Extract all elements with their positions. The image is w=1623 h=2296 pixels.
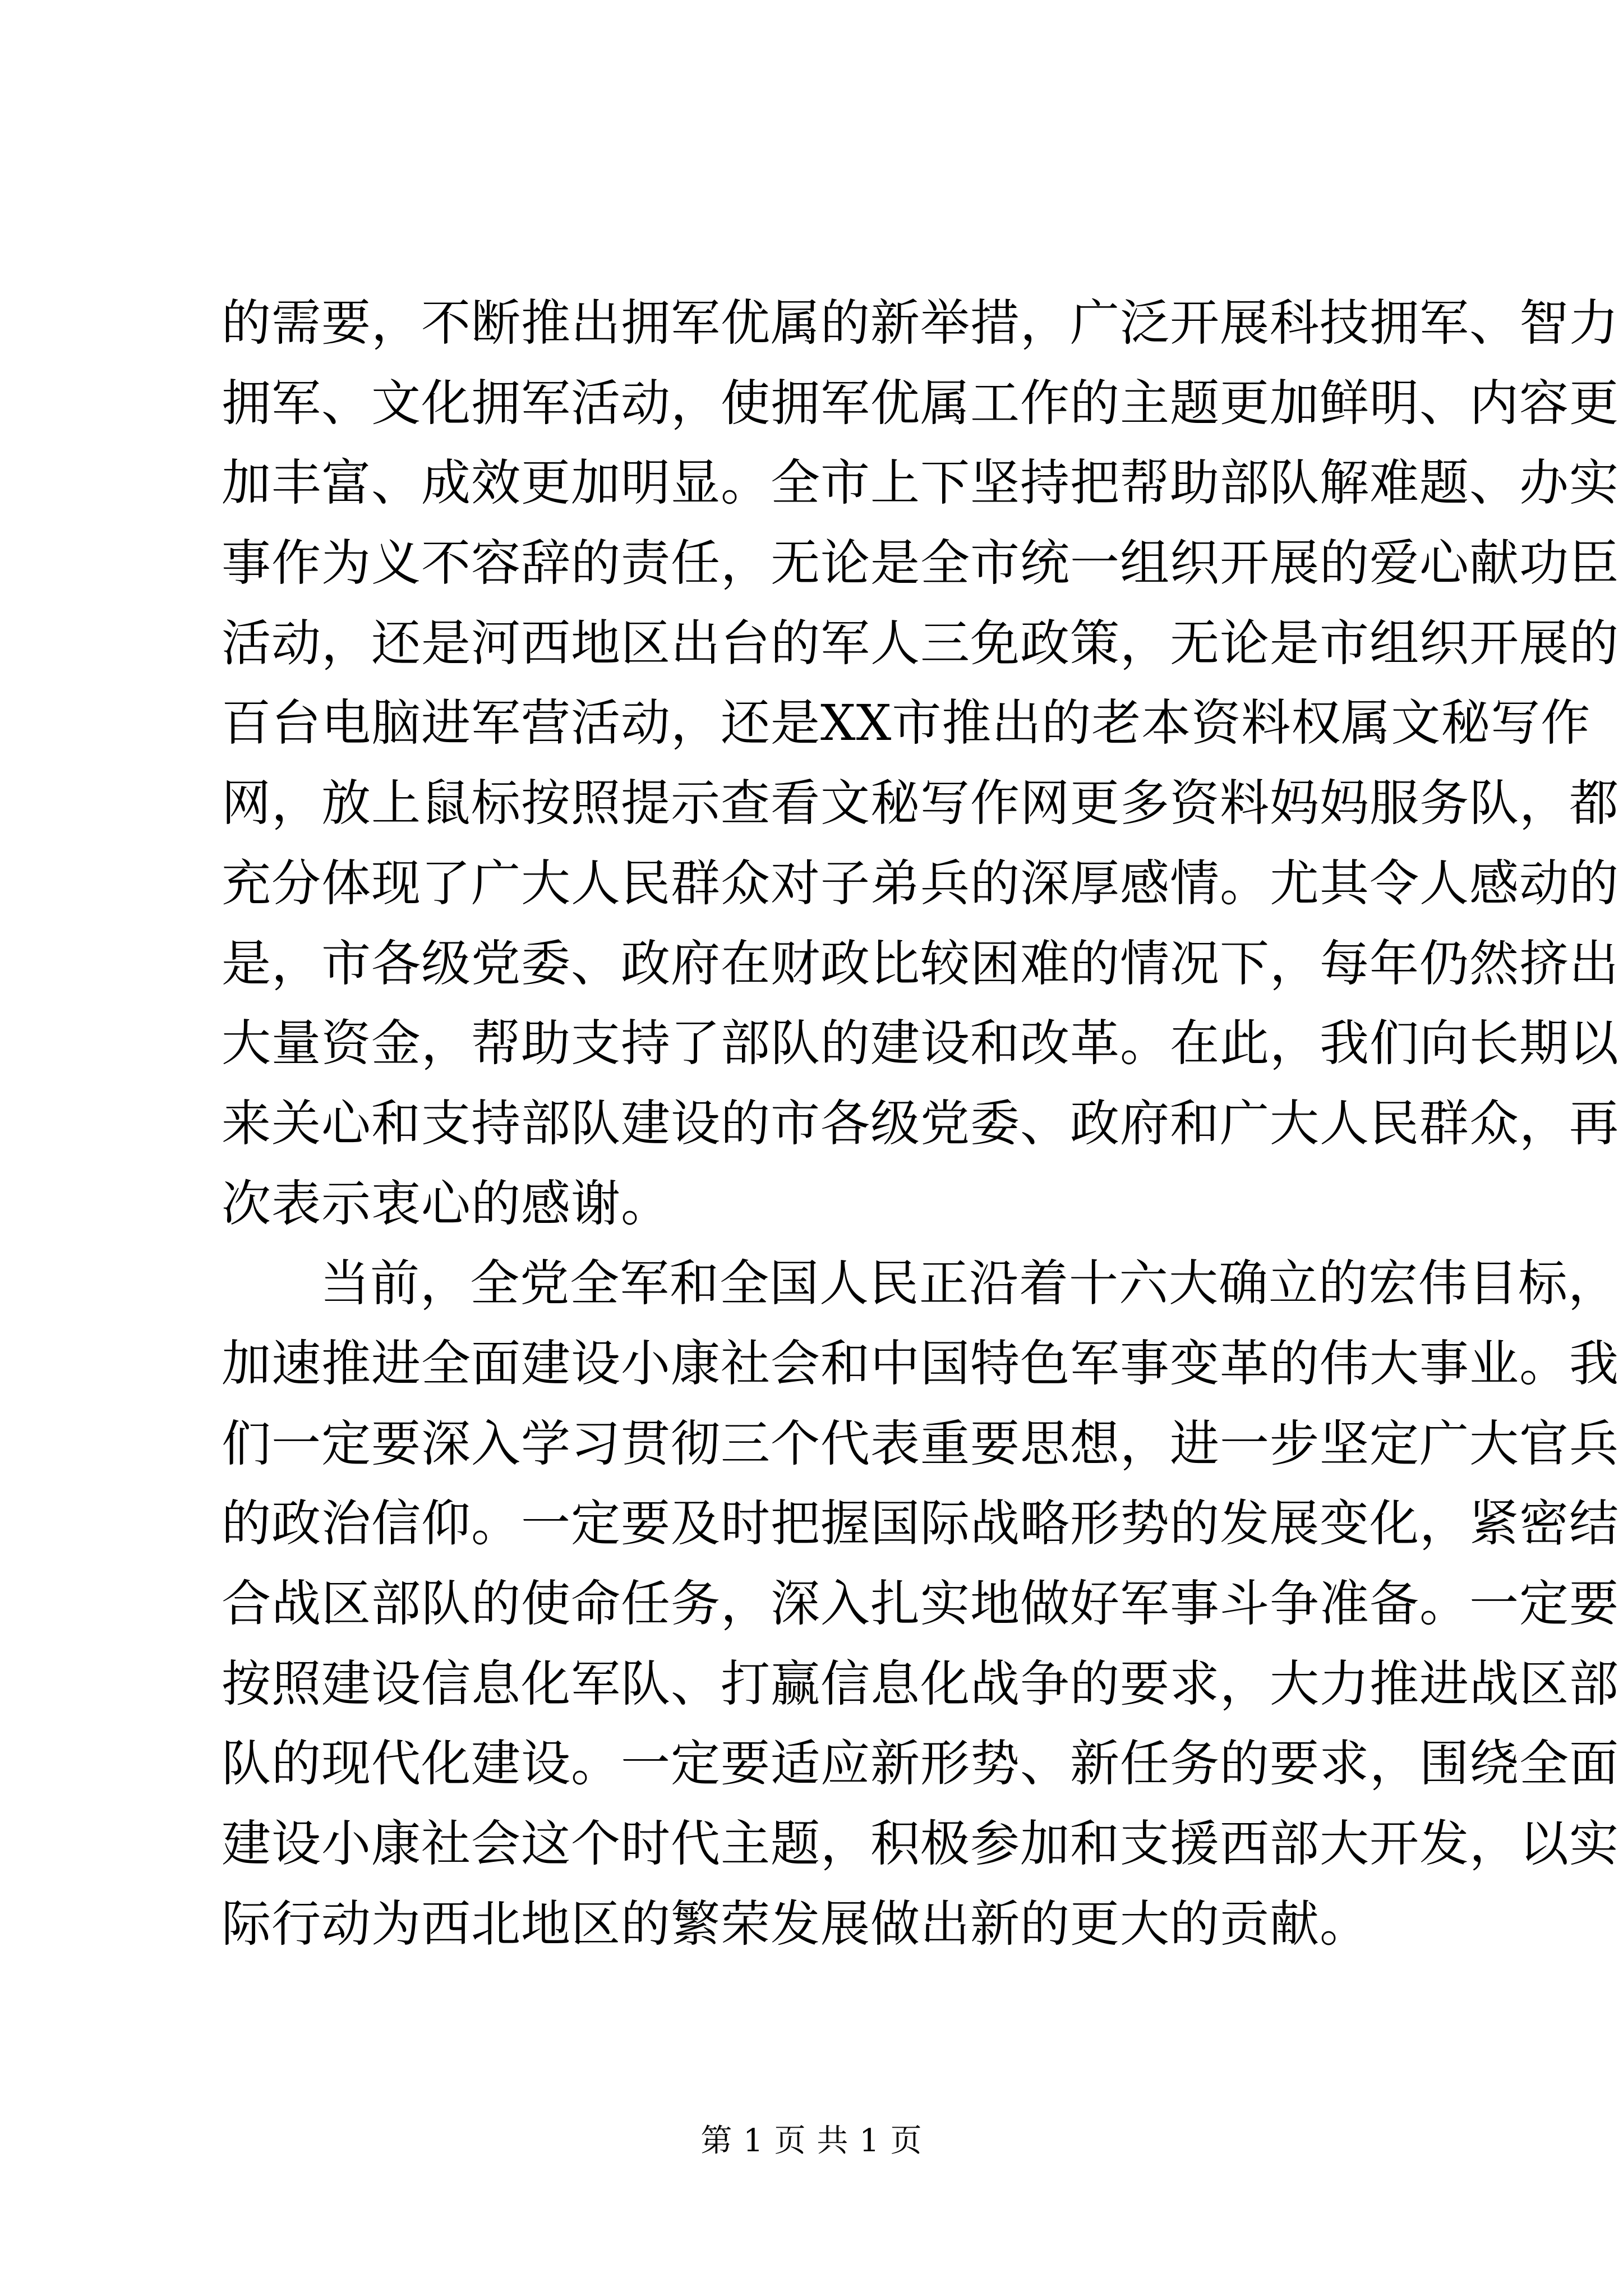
text-line: 大量资金，帮助支持了部队的建设和改革。在此，我们向长期以 bbox=[222, 1014, 1620, 1073]
text-line: 事作为义不容辞的责任，无论是全市统一组织开展的爱心献功臣 bbox=[222, 534, 1620, 592]
text-line: 建设小康社会这个时代主题，积极参加和支援西部大开发，以实 bbox=[222, 1815, 1620, 1873]
text-line: 际行动为西北地区的繁荣发展做出新的更大的贡献。 bbox=[222, 1894, 1370, 1953]
text-line: 活动，还是河西地区出台的军人三免政策，无论是市组织开展的 bbox=[222, 614, 1620, 672]
text-line: 合战区部队的使命任务，深入扎实地做好军事斗争准备。一定要 bbox=[222, 1575, 1620, 1632]
text-line: 们一定要深入学习贯彻三个代表重要思想，进一步坚定广大官兵 bbox=[222, 1414, 1620, 1473]
text-line: 来关心和支持部队建设的市各级党委、政府和广大人民群众，再 bbox=[222, 1094, 1620, 1152]
text-line: 充分体现了广大人民群众对子弟兵的深厚感情。尤其令人感动的 bbox=[222, 854, 1620, 912]
text-line: 队的现代化建设。一定要适应新形势、新任务的要求，围绕全面 bbox=[222, 1734, 1620, 1793]
text-line: 按照建设信息化军队、打赢信息化战争的要求，大力推进战区部 bbox=[222, 1654, 1620, 1713]
text-line: 当前，全党全军和全国人民正沿着十六大确立的宏伟目标， bbox=[320, 1254, 1619, 1313]
text-line: 次表示衷心的感谢。 bbox=[222, 1174, 671, 1232]
body-text bbox=[222, 283, 1620, 1964]
text-line: 拥军、文化拥军活动，使拥军优属工作的主题更加鲜明、内容更 bbox=[222, 374, 1620, 432]
page-footer: 第 1 页 共 1 页 bbox=[700, 2123, 923, 2159]
text-line: 百台电脑进军营活动，还是XX市推出的老本资料权属文秘写作 bbox=[222, 694, 1591, 752]
text-line: 的政治信仰。一定要及时把握国际战略形势的发展变化，紧密结 bbox=[222, 1494, 1620, 1553]
text-line: 的需要，不断推出拥军优属的新举措，广泛开展科技拥军、智力 bbox=[222, 294, 1620, 352]
text-line: 网，放上鼠标按照提示查看文秘写作网更多资料妈妈服务队，都 bbox=[222, 774, 1620, 832]
text-line: 加丰富、成效更加明显。全市上下坚持把帮助部队解难题、办实 bbox=[222, 454, 1620, 512]
text-line: 是，市各级党委、政府在财政比较困难的情况下，每年仍然挤出 bbox=[222, 934, 1620, 992]
text-line: 加速推进全面建设小康社会和中国特色军事变革的伟大事业。我 bbox=[222, 1334, 1620, 1392]
